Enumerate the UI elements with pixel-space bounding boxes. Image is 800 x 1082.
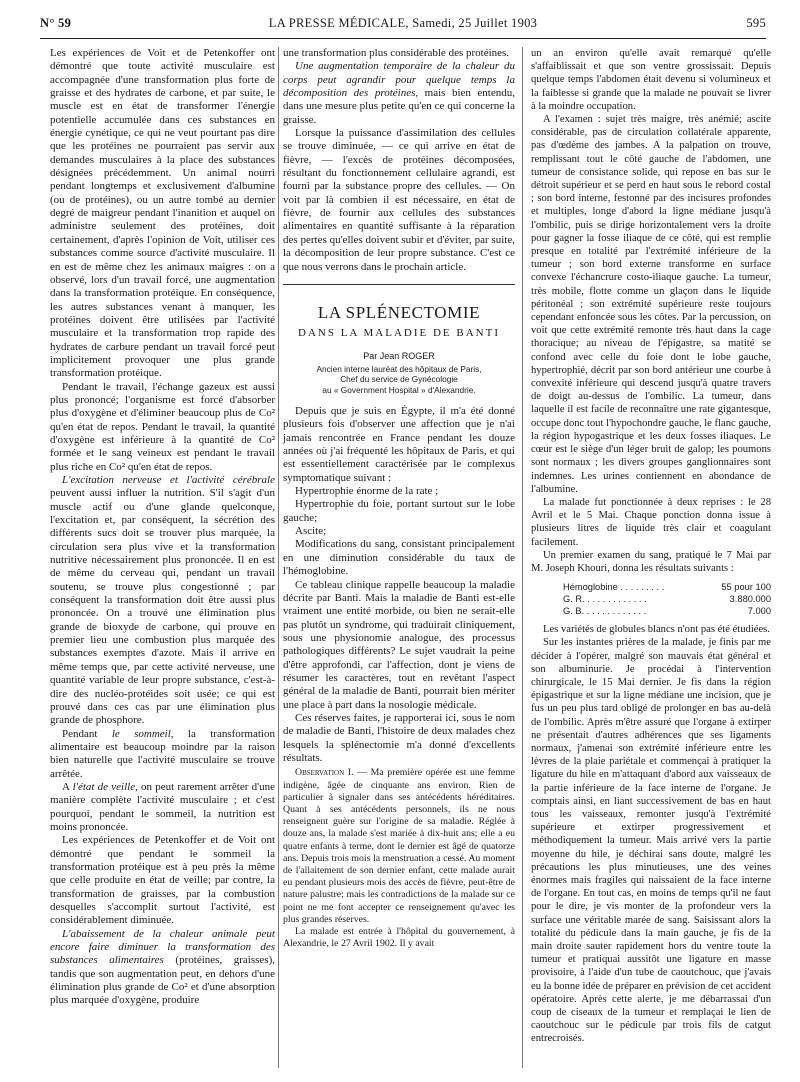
issue-number: N° 59 [40, 16, 72, 30]
paragraph [531, 496, 771, 549]
credential-line: Ancien interne lauréat des hôpitaux de Paris, [316, 363, 482, 374]
paragraph-text: Un premier examen du sang, pratiqué le 7 Mai par M. Joseph Khouri, donna les résultats suivants : [531, 549, 771, 574]
paragraph [50, 474, 275, 728]
symptom-item: Hypertrophie du foie, portant surtout sur le lobe gauche; [283, 498, 515, 524]
emphasis: L'excitation nerveuse et l'activité cérébrale [62, 474, 275, 486]
paragraph-text: Les variétés de globules blancs n'ont pas été étudiées. [543, 624, 770, 636]
blood-value: 55 pour 100 [721, 582, 771, 593]
paragraph [50, 781, 275, 834]
article-title: LA SPLÉNECTOMIE [317, 302, 481, 322]
credential-line: au « Government Hospital » d'Alexandrie. [322, 384, 476, 395]
observation-label: Observation I. [295, 767, 354, 779]
paragraph-text: mais bien entendu, dans une mesure plus petite qu'en ce qui concerne la graisse. [283, 87, 515, 126]
blood-label: G. B. . . . . . . . . . . . . [563, 606, 647, 617]
column-divider [522, 47, 523, 1068]
blood-label: Hémoglobine . . . . . . . . . [563, 582, 665, 593]
blood-value: 3.880.000 [729, 594, 771, 605]
article-heading [283, 284, 515, 395]
paragraph-text: A l'examen : sujet très maigre, très anémié; ascite considérable, pas de circulation collatérale apparente, pas d'œdème des jambes. A la palpation on trouve, remplissant tout le côté gauche de l'abdomen, une tumeur de consistance solide, qui repose en bas sur le détroit supérieur et se perd en haut sous le rebord costal ; son bord interne, festonné par des incisures profondes et multiples, longe d'abord la ligne médiane jusqu'à l'ombilic, puis se dirige horizontalement vers la droite pour gagner la fosse iliaque de ce côté, qui est remplie presque en totalité par l'extrémité inférieure de la tumeur ; son bord externe transforme en surface convexe l'échancrure costo-iliaque gauche. La tumeur, très mobile, flotte comme un glaçon dans le liquide péritonéal ; son extrémité supérieure reste toujours cependant enfoncée sous les côtes. Par la percussion, on voit que cette extrémité remonte très haut dans la cage thoracique; au niveau de l'épigastre, sa matité se confond avec celle du foie dont le lobe gauche, hypertrophié, décrit par son bord antérieur une courbe à convexité inférieure qui descend jusqu'à quatre travers de doigt au-dessus de l'ombilic. La tumeur, dans laquelle il est facile de reconnaître une rate gigantesque, occupe donc tout l'hypochondre gauche, le flanc gauche, la région hypogastrique et les deux fosses iliaques. Le cœur est le siège d'un léger bruit de galop; les poumons sont normaux ; les divers groupes ganglionnaires sont indemnes. Les urines contiennent en abondance de l'albumine. [531, 114, 771, 495]
paragraph-text: Lorsque la puissance d'assimilation des cellules se trouve diminuée, — ce qui arrive en état de fièvre, — l'excès de protéines décomposées, résultant du fonctionnement cellulaire agrandi, est fourni par la substance propre des cellules. — On voit par là combien il est nécessaire, en état de fièvre, de fournir aux cellules des substances alimentaires en quantité suffisante à la réparation des pertes qu'elles doivent subir et d'éviter, par suite, la décomposition de leur propre substance. C'est ce que nous verrons dans le prochain article. [283, 127, 515, 273]
article-byline: Par Jean ROGER [363, 351, 435, 362]
paragraph-text: Les expériences de Voit et de Petenkoffer ont démontré que toute activité musculaire est accompagnée d'une transformation plus forte de graisse et des hydrates de carbone, et par suite, le muscle est en état de transformer l'énergie potentielle accumulée dans ces substances en énergie cynétique, ce qui ne veut pourtant pas dire que les protéines ne pourraient pas servir aux demandes musculaires à la place des substances désignées précédemment. Un animal nourri pendant longtemps et exclusivement d'albumine (ou de protéines), ou un autre tombé au dernier degré de maigreur pendant l'inanition et auquel on administre seulement des protéines, doit certainement, d'après l'opinion de Voit, utiliser ces substances comme source d'activité musculaire. Il en est de même chez les animaux maigres : on a observé, lors d'un travail forcé, une augmentation dans la transformation protéique. En conséquence, les autres substances venant à manquer, les protéines doivent être utilisées par l'activité musculaire et la transformation trop rapide des hydrates de carbure pendant un travail forcé peut implicitement provoquer une plus grande transformation protéique. [50, 47, 275, 380]
paragraph [283, 47, 515, 60]
symptom-list [283, 485, 515, 578]
paragraph-text: Ce tableau clinique rappelle beaucoup la maladie décrite par Banti. Mais la maladie de Banti est-elle vraiment une entité morbide, ou bien ne serait-elle pas plutôt un syndrome, qui traduirait cliniquement, sous une physionomie analogue, des processus pathologiques différents? Le sujet vaudrait la peine d'être approfondi, car l'affection, dont je viens de résumer les caractères, tout en revêtant l'aspect général de la maladie de Banti, pourrait bien mériter une place à part dans la nosologie médicale. [283, 578, 515, 711]
paragraph [283, 712, 515, 765]
blood-row [563, 581, 771, 593]
paragraph [531, 623, 771, 636]
paragraph [50, 834, 275, 927]
blood-label: G. R. . . . . . . . . . . . . [563, 594, 647, 605]
paragraph-text: La malade fut ponctionnée à deux reprises : le 28 Avril et le 5 Mai. Chaque ponction donna issue à plusieurs litres de liquide très clair et coagulant facilement. [531, 496, 771, 548]
article-subtitle: DANS LA MALADIE DE BANTI [298, 326, 500, 339]
paragraph-text: , on peut rarement arrêter d'une manière complète l'activité musculaire ; et c'est pourquoi, pendant le sommeil, la nutrition est moins prononcée. [50, 780, 275, 833]
operation-description [531, 623, 771, 1046]
symptom-item: Ascite; [295, 525, 327, 538]
paragraph [50, 47, 275, 381]
paragraph [283, 127, 515, 274]
paragraph [283, 60, 515, 127]
paragraph-text: Sur les instantes prières de la malade, je finis par me décider à l'opérer, malgré son mauvais état général et son albuminurie. Je procédai à l'intervention chirurgicale, le 15 Mai dernier. Je fis dans la région épigastrique et sur la ligne médiane une incision, que je fus un peu plus tard obligé de prolonger en bas au-delà de l'ombilic. Après m'être assuré que l'organe à extirper ne présentait d'autres adhérences que ses ligaments normaux, j'amenai son extrémité inférieure entre les lèvres de la plaie pariétale et commençai à pratiquer la ligature du hile en m'attaquant d'abord aux vaisseaux de la partie inférieure de la face interne de l'organe. Je comptais ainsi, en liant successivement de bas en haut tous les vaisseaux, remonter jusqu'à l'extrémité supérieure et extirper progressivement et méthodiquement la tumeur. Mais arrivé vers la partie moyenne du hile, je déchirai sans doute, malgré les précautions les plus minutieuses, une des veines énormes mais fragiles qui naissaient de la face interne de l'organe. En tout cas, en moins de temps qu'il ne faut pour le dire, je vis monter de la profondeur vers la surface une véritable marée de sang. Saisissant alors la totalité du pédicule dans la main gauche, je fis de la main droite sauter rapidement hors du ventre toute la tumeur et pratiquai aussitôt une ligature en masse provisoire, à l'aide d'un tube de caoutchouc, que j'avais eu la bonne idée de préparer en prévision de cet accident opératoire. Après cette alerte, je me débarrassai d'un coup de ciseaux de la tumeur et remplaçai le lien de caoutchouc sur le pédicule par trois fils de catgut entrecroisés. [531, 637, 772, 1045]
page-number: 595 [746, 16, 766, 30]
journal-title: LA PRESSE MÉDICALE, Samedi, 25 Juillet 1903 [268, 16, 538, 30]
column-divider [278, 47, 279, 1068]
emphasis: le sommeil [111, 727, 171, 740]
paragraph-text: Ces réserves faites, je rapporterai ici, sous le nom de maladie de Banti, l'histoire de deux malades chez lesquels la splénectomie m'a donné d'excellents résultats. [283, 711, 515, 764]
blood-row [563, 605, 771, 617]
article-body [283, 579, 515, 766]
symptom-item: Hypertrophie énorme de la rate ; [295, 485, 439, 498]
paragraph [531, 549, 771, 575]
observation-paragraph [283, 767, 515, 926]
credential-line: Chef du service de Gynécologie [340, 374, 458, 385]
author-credentials [283, 364, 515, 396]
emphasis: L'abaissement de la chaleur animale peut encore faire diminuer la transformation des substances alimentaires [50, 927, 275, 967]
paragraph [531, 113, 771, 496]
paragraph [50, 928, 275, 1008]
paragraph [283, 405, 515, 485]
blood-row [563, 593, 771, 605]
paragraph [283, 579, 515, 712]
paragraph-text: , la transformation alimentaire est beaucoup moindre par la raison bien naturelle que l'activité musculaire se trouve arrêtée. [50, 727, 275, 780]
paragraph-text: Les expériences de Petenkoffer et de Voit ont démontré que pendant le sommeil la transformation protéique est à peu près la même que celle produite en état de veille; par contre, la transformation de graisses, par la combustion desquelles s'accomplit surtout l'activité, est considérablement diminuée. [50, 834, 275, 927]
paragraph-text: (protéines, graisses), tandis que son augmentation peut, en dehors d'une élimination plus grande de Co² et d'une absorption plus marquée d'oxygène, produire [50, 954, 275, 1007]
case-description [531, 47, 771, 575]
emphasis: l'état de veille [72, 780, 136, 793]
emphasis: Une augmentation temporaire de la chaleur du corps peut agrandir pour quelque temps la décomposition des protéines, [283, 60, 515, 100]
header-rule [40, 38, 766, 39]
paragraph [531, 636, 771, 1045]
page-header [40, 16, 766, 36]
paragraph-text: une transformation plus considérable des protéines. [283, 47, 510, 59]
paragraph-text: Pendant le travail, l'échange gazeux est aussi plus prononcé; l'organisme est forcé d'absorber plus d'oxygène et d'éliminer beaucoup plus de Co² qu'en état de repos. Pendant le travail, la quantité d'oxygène est inférieure à la quantité de Co² formée et le sang veineux est pendant le travail plus riche en Co² qu'en état de repos. [50, 380, 275, 473]
paragraph [50, 381, 275, 474]
symptom-item: Modifications du sang, consistant principalement en une diminution considérable du taux de l'hémoglobine. [283, 538, 515, 578]
paragraph: La malade est entrée à l'hôpital du gouvernement, à Alexandrie, le 27 Avril 1902. Il y avait [283, 925, 515, 950]
column-1 [50, 47, 275, 1008]
paragraph-text: peuvent aussi influer la nutrition. S'il s'agit d'un muscle actif ou d'une glande quelconque, l'excitation et, par conséquent, la sécrétion des différents sucs doit se trouver plus marquée, la circulation sera plus vive et la transformation nutritive nécessairement plus prononcée. Il en est de même du cerveau qui, pendant un travail soutenu, se trouve plus congestionné ; par conséquent la transformation doit être aussi plus prononcée. On a trouvé une élimination plus grande de bioxyde de carbone, qui prouve en premier lieu une combustion plus marquée des substances exemptes d'azote. Mais il arrive en même temps que, par cette activité nerveuse, une quantité variable de leur propre substance, c'est-à-dire des nucléo-protéides soit usée; ce qui est prouvé dans ces cas par une élimination plus grande de phosphore. [50, 487, 275, 727]
paragraph-text: Pendant [62, 727, 112, 740]
paragraph [50, 728, 275, 781]
paragraph-text: un an environ qu'elle avait remarqué qu'elle s'affaiblissait et que son ventre grossissait. Depuis quelque temps l'abdomen était devenu si volumineux et la faiblesse si grande que la malade ne pouvait se livrer à la moindre occupation. [531, 48, 771, 112]
previous-article-end [283, 47, 515, 274]
article-intro [283, 405, 515, 485]
paragraph-text: Depuis que je suis en Égypte, il m'a été donné plusieurs fois d'observer une affection que je n'ai jamais rencontrée en France pendant les douze années où j'ai fréquenté les hôpitaux de Paris, et qui est essentiellement caractérisée par le complexus symptomatique suivant : [283, 405, 515, 484]
paragraph-text: A [62, 780, 73, 793]
observation-text: — Ma première opérée est une femme indigène, âgée de cinquante ans environ. Rien de particulier à signaler dans ses antécédents héréditaires. Quant à ses antécédents personnels, ils ne nous renseignent guère sur l'origine de sa maladie. Réglée à douze ans, la malade s'est mariée à dix-huit ans; elle a eu quatre enfants à terme, dont le dernier est âgé de quatorze ans. Depuis trois mois la menstruation a cessé. Au moment de l'allaitement de son dernier enfant, cette malade aurait eu pendant plusieurs mois des accès de fièvre, peut-être de nature palustre; mais les contradictions de la malade sur ce point ne me font accepter ce renseignement qu'avec les plus grandes réserves. [283, 767, 515, 925]
paragraph [531, 47, 771, 113]
column-2 [283, 47, 515, 950]
blood-results-table [563, 581, 771, 617]
column-3 [531, 47, 771, 1046]
blood-value: 7.000 [747, 606, 771, 617]
